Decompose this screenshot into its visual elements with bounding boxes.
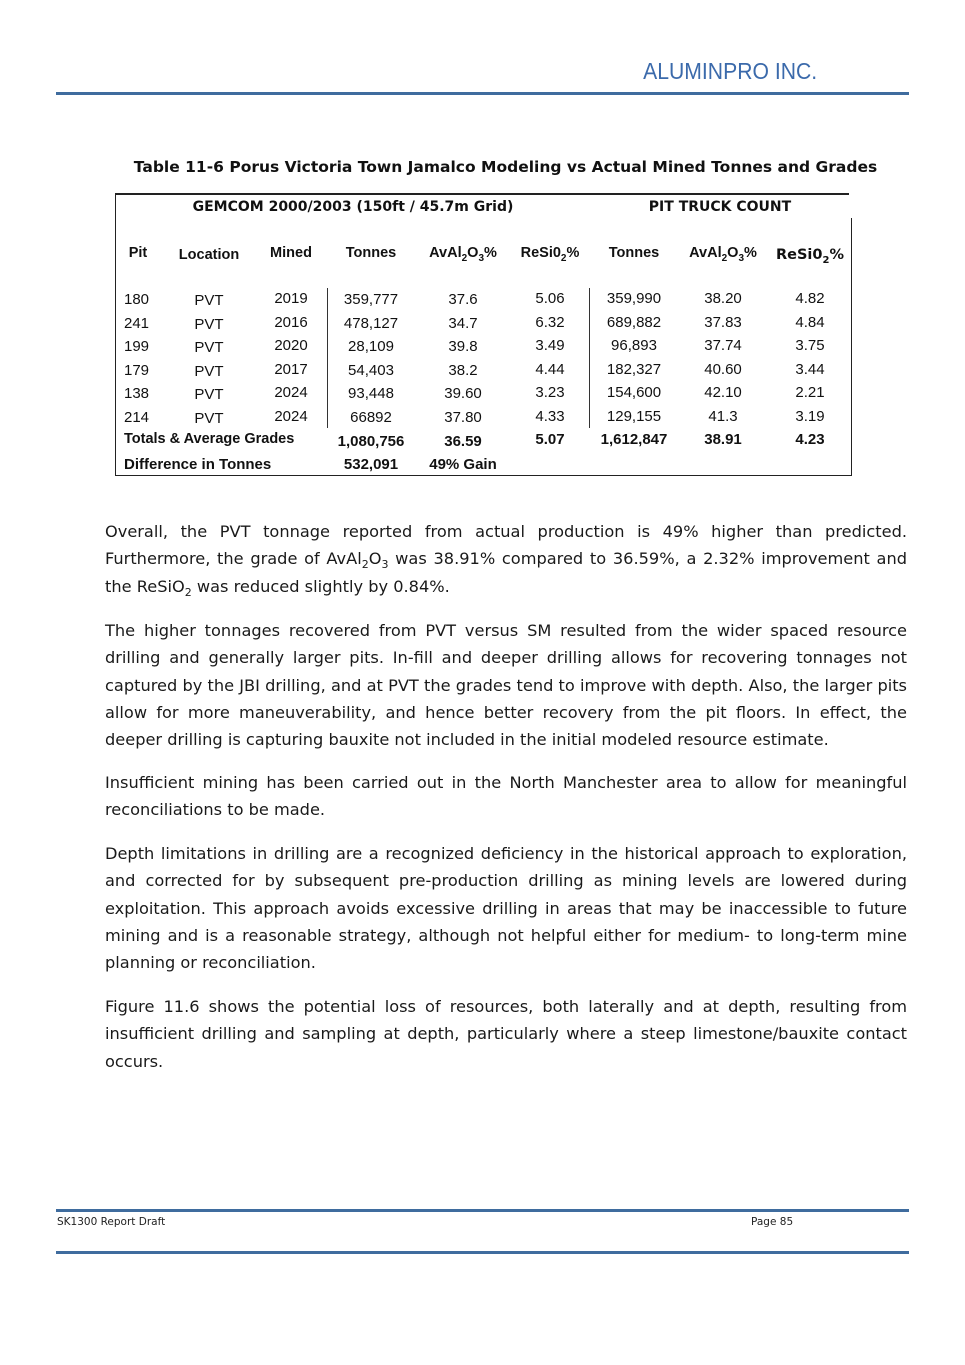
paragraph-2: The higher tonnages recovered from PVT versus SM resulted from the wider spaced resource drilling and generally larger pits. In-fill and deeper drilling allows for recovering tonnages not captured by the JBI drilling, and at PVT the grades tend to improve with depth. Also, the larger pits allow for more maneuverability, and hence better recovery from the pit floors. In effect, the deeper drilling is capturing bauxite not included in the initial modeled resource estimate.	[105, 621, 907, 750]
col-header-al-model: $AvAl_2O_3\%$	[429, 245, 497, 264]
footer-page-number: Page 85	[751, 1216, 794, 1228]
totals-si-model: 5.07	[535, 431, 565, 448]
difference-label: Difference in Tonnes	[124, 456, 272, 473]
totals-label: Totals & Average Grades	[124, 431, 295, 447]
cell-t-al: 38.20	[704, 290, 742, 307]
cell-m-al: 37.80	[444, 408, 482, 426]
cell-t-tonnes: 689,882	[606, 313, 662, 331]
cell-pit: 138	[124, 385, 150, 402]
cell-mined: 2020	[274, 337, 308, 354]
reconciliation-table	[115, 193, 852, 476]
header-rule	[56, 92, 909, 95]
cell-t-si: 4.84	[795, 313, 825, 331]
cell-t-tonnes: 96,893	[611, 337, 657, 354]
cell-m-al: 39.8	[448, 338, 478, 355]
totals-tonnes-model: 1,080,756	[337, 433, 405, 450]
cell-m-tonnes: 28,109	[348, 338, 394, 355]
cell-m-si: 3.49	[535, 337, 565, 354]
cell-mined: 2024	[274, 407, 308, 425]
col-header-si-model: $ReSi0_2\%$	[520, 245, 580, 264]
cell-t-al: 42.10	[704, 384, 742, 401]
group-header-truck: PIT TRUCK COUNT	[648, 199, 792, 215]
cell-location: PVT	[194, 409, 224, 427]
footer-rule-bottom	[56, 1251, 909, 1254]
cell-t-si: 3.75	[795, 337, 825, 354]
col-header-location: Location	[178, 247, 240, 263]
cell-m-al: 38.2	[448, 361, 478, 379]
company-name: ALUMINPRO INC.	[642, 58, 817, 84]
cell-t-si: 3.44	[795, 360, 825, 378]
divider-model-truck	[589, 288, 590, 428]
cell-m-si: 4.44	[535, 360, 565, 378]
difference-gain: 49% Gain	[429, 456, 497, 473]
totals-al-truck: 38.91	[704, 431, 742, 448]
paragraph-5: Figure 11.6 shows the potential loss of resources, both laterally and at depth, resulting from insufficient drilling and sampling at depth, particularly where a steep limestone/bauxite contact occurs.	[105, 997, 907, 1071]
cell-t-si: 4.82	[795, 290, 825, 307]
table-top-border	[116, 193, 851, 195]
table-caption: Table 11-6 Porus Victoria Town Jamalco Modeling vs Actual Mined Tonnes and Grades	[133, 158, 878, 176]
cell-m-al: 34.7	[448, 314, 478, 332]
cell-t-si: 3.19	[795, 407, 825, 425]
cell-pit: 180	[124, 291, 150, 308]
cell-t-al: 37.74	[704, 337, 742, 354]
cell-location: PVT	[194, 339, 224, 356]
cell-pit: 179	[124, 361, 150, 379]
col-header-al-truck: $AvAl_2O_3\%$	[689, 245, 757, 264]
divider-mined	[327, 288, 328, 428]
col-header-pit: Pit	[128, 245, 148, 261]
cell-m-al: 39.60	[444, 385, 482, 402]
cell-mined: 2017	[274, 360, 308, 378]
cell-m-si: 4.33	[535, 407, 565, 425]
cell-t-si: 2.21	[795, 384, 825, 401]
cell-t-tonnes: 359,990	[606, 290, 662, 307]
cell-mined: 2016	[274, 313, 308, 331]
cell-m-si: 5.06	[535, 290, 565, 307]
cell-m-tonnes: 54,403	[348, 361, 394, 379]
cell-m-tonnes: 478,127	[343, 314, 399, 332]
cell-location: PVT	[194, 315, 224, 333]
cell-pit: 241	[124, 314, 150, 332]
cell-mined: 2019	[274, 290, 308, 307]
difference-tonnes: 532,091	[343, 456, 399, 473]
cell-pit: 214	[124, 408, 150, 426]
cell-t-tonnes: 129,155	[606, 407, 662, 425]
cell-t-al: 37.83	[704, 313, 742, 331]
cell-mined: 2024	[274, 384, 308, 401]
cell-location: PVT	[194, 362, 224, 380]
col-header-tonnes-truck: Tonnes	[608, 245, 660, 261]
group-header-model: GEMCOM 2000/2003 (150ft / 45.7m Grid)	[192, 199, 514, 215]
cell-t-tonnes: 154,600	[606, 384, 662, 401]
col-header-si-truck: $ReSi0_2\%$	[775, 247, 845, 266]
cell-m-si: 3.23	[535, 384, 565, 401]
cell-m-tonnes: 359,777	[343, 291, 399, 308]
cell-t-al: 41.3	[708, 407, 738, 425]
totals-al-model: 36.59	[444, 433, 482, 450]
totals-si-truck: 4.23	[795, 431, 825, 448]
paragraph-1: Overall, the PVT tonnage reported from actual production is 49% higher than predicted. Furthermore, the grade of $AvAl_2O_3$ was 38.91% compared to 36.59%, a 2.32% improvement and the ReSiO$_2$ was reduced slightly by 0.84%.	[105, 522, 907, 599]
cell-t-tonnes: 182,327	[606, 360, 662, 378]
cell-t-al: 40.60	[704, 360, 742, 378]
cell-pit: 199	[124, 338, 150, 355]
cell-location: PVT	[194, 292, 224, 309]
paragraph-4: Depth limitations in drilling are a recognized deficiency in the historical approach to exploration, and corrected for by subsequent pre-production drilling as mining levels are lowered during exploitation. This approach avoids excessive drilling in areas that may be inaccessible to future mining and is a reasonable strategy, although not helpful either for medium- to long-term mine planning or reconciliation.	[105, 844, 907, 973]
footer-rule-top	[56, 1209, 909, 1212]
footer-doc-title: SK1300 Report Draft	[57, 1216, 166, 1228]
cell-m-si: 6.32	[535, 313, 565, 331]
cell-m-al: 37.6	[448, 291, 478, 308]
col-header-tonnes-model: Tonnes	[345, 245, 397, 261]
cell-m-tonnes: 66892	[350, 408, 392, 426]
cell-m-tonnes: 93,448	[348, 385, 394, 402]
paragraph-3: Insufficient mining has been carried out in the North Manchester area to allow for meaningful reconciliations to be made.	[105, 773, 907, 820]
col-header-mined: Mined	[270, 245, 312, 261]
totals-tonnes-truck: 1,612,847	[600, 431, 668, 448]
cell-location: PVT	[194, 386, 224, 403]
